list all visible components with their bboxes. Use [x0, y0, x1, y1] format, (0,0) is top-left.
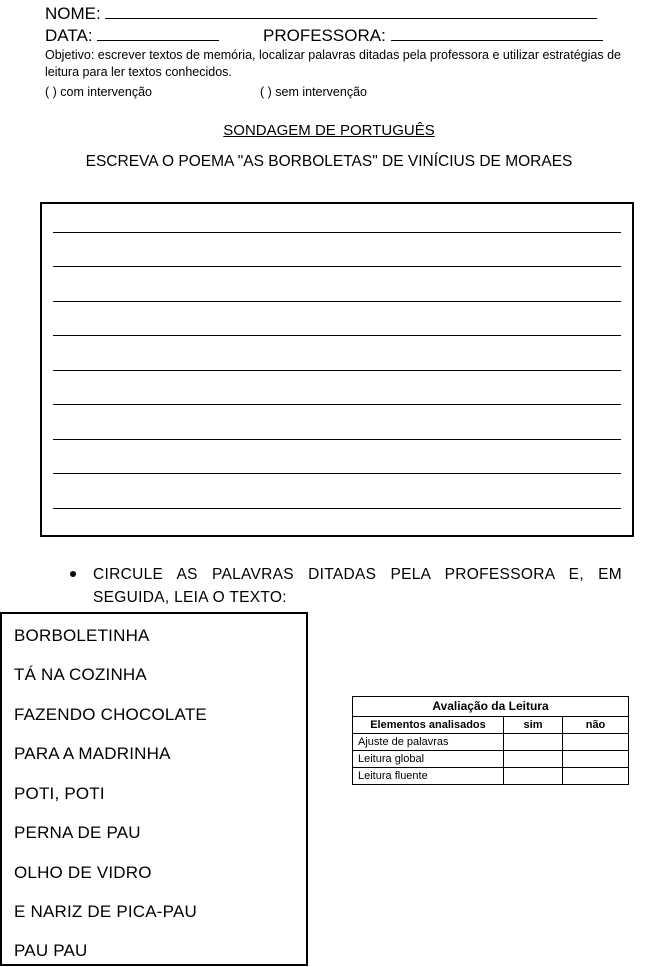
bullet-icon	[70, 571, 76, 577]
poem-line[interactable]: E NARIZ DE PICA-PAU	[14, 902, 197, 921]
table-row	[353, 734, 629, 751]
nome-field[interactable]	[105, 3, 597, 19]
nao-cell[interactable]	[563, 751, 629, 768]
sondagem-title: SONDAGEM DE PORTUGUÊS	[223, 122, 435, 139]
sim-cell[interactable]	[504, 768, 563, 785]
professora-label: PROFESSORA:	[263, 26, 386, 45]
professora-row	[263, 25, 603, 46]
circle-instruction-text: CIRCULE AS PALAVRAS DITADAS PELA PROFESSORA E, EM SEGUIDA, LEIA O TEXTO:	[93, 566, 622, 606]
nome-row	[45, 3, 597, 24]
poem-box	[0, 612, 308, 966]
poem-line[interactable]: OLHO DE VIDRO	[14, 863, 152, 882]
poem-line[interactable]: TÁ NA COZINHA	[14, 665, 147, 684]
writing-line	[53, 266, 621, 267]
col-header-elementos: Elementos analisados	[353, 717, 504, 734]
col-header-sim: sim	[504, 717, 563, 734]
sim-cell[interactable]	[504, 751, 563, 768]
row-label: Leitura global	[353, 751, 504, 768]
writing-line	[53, 232, 621, 233]
data-field[interactable]	[97, 25, 219, 41]
professora-field[interactable]	[391, 25, 603, 41]
row-label: Leitura fluente	[353, 768, 504, 785]
nao-cell[interactable]	[563, 768, 629, 785]
poem-line[interactable]: PERNA DE PAU	[14, 823, 141, 842]
writing-area[interactable]	[40, 202, 634, 537]
instruction-title: ESCREVA O POEMA "AS BORBOLETAS" DE VINÍCIUS DE MORAES	[85, 153, 573, 170]
poem-line[interactable]: POTI, POTI	[14, 784, 105, 803]
poem-line[interactable]: PAU PAU	[14, 941, 88, 960]
data-label: DATA:	[45, 26, 93, 45]
writing-line	[53, 301, 621, 302]
writing-line	[53, 439, 621, 440]
writing-line	[53, 404, 621, 405]
col-header-nao: não	[563, 717, 629, 734]
objetivo-text: Objetivo: escrever textos de memória, localizar palavras ditadas pela professora e utilizar estratégias de leitura para ler textos conhecidos.	[45, 48, 621, 79]
option-com-intervencao[interactable]: ( ) com intervenção	[45, 85, 152, 99]
poem-line[interactable]: BORBOLETINHA	[14, 626, 150, 645]
poem-line[interactable]: FAZENDO CHOCOLATE	[14, 705, 207, 724]
table-row	[353, 751, 629, 768]
sim-cell[interactable]	[504, 734, 563, 751]
writing-line	[53, 508, 621, 509]
data-row	[45, 25, 219, 46]
writing-line	[53, 335, 621, 336]
table-row	[353, 768, 629, 785]
option-sem-intervencao[interactable]: ( ) sem intervenção	[260, 85, 367, 99]
row-label: Ajuste de palavras	[353, 734, 504, 751]
writing-line	[53, 473, 621, 474]
avaliacao-title: Avaliação da Leitura	[353, 697, 629, 717]
writing-line	[53, 370, 621, 371]
nome-label: NOME:	[45, 4, 101, 23]
nao-cell[interactable]	[563, 734, 629, 751]
poem-line[interactable]: PARA A MADRINHA	[14, 744, 171, 763]
avaliacao-table	[352, 696, 629, 785]
circle-instruction	[70, 563, 622, 609]
